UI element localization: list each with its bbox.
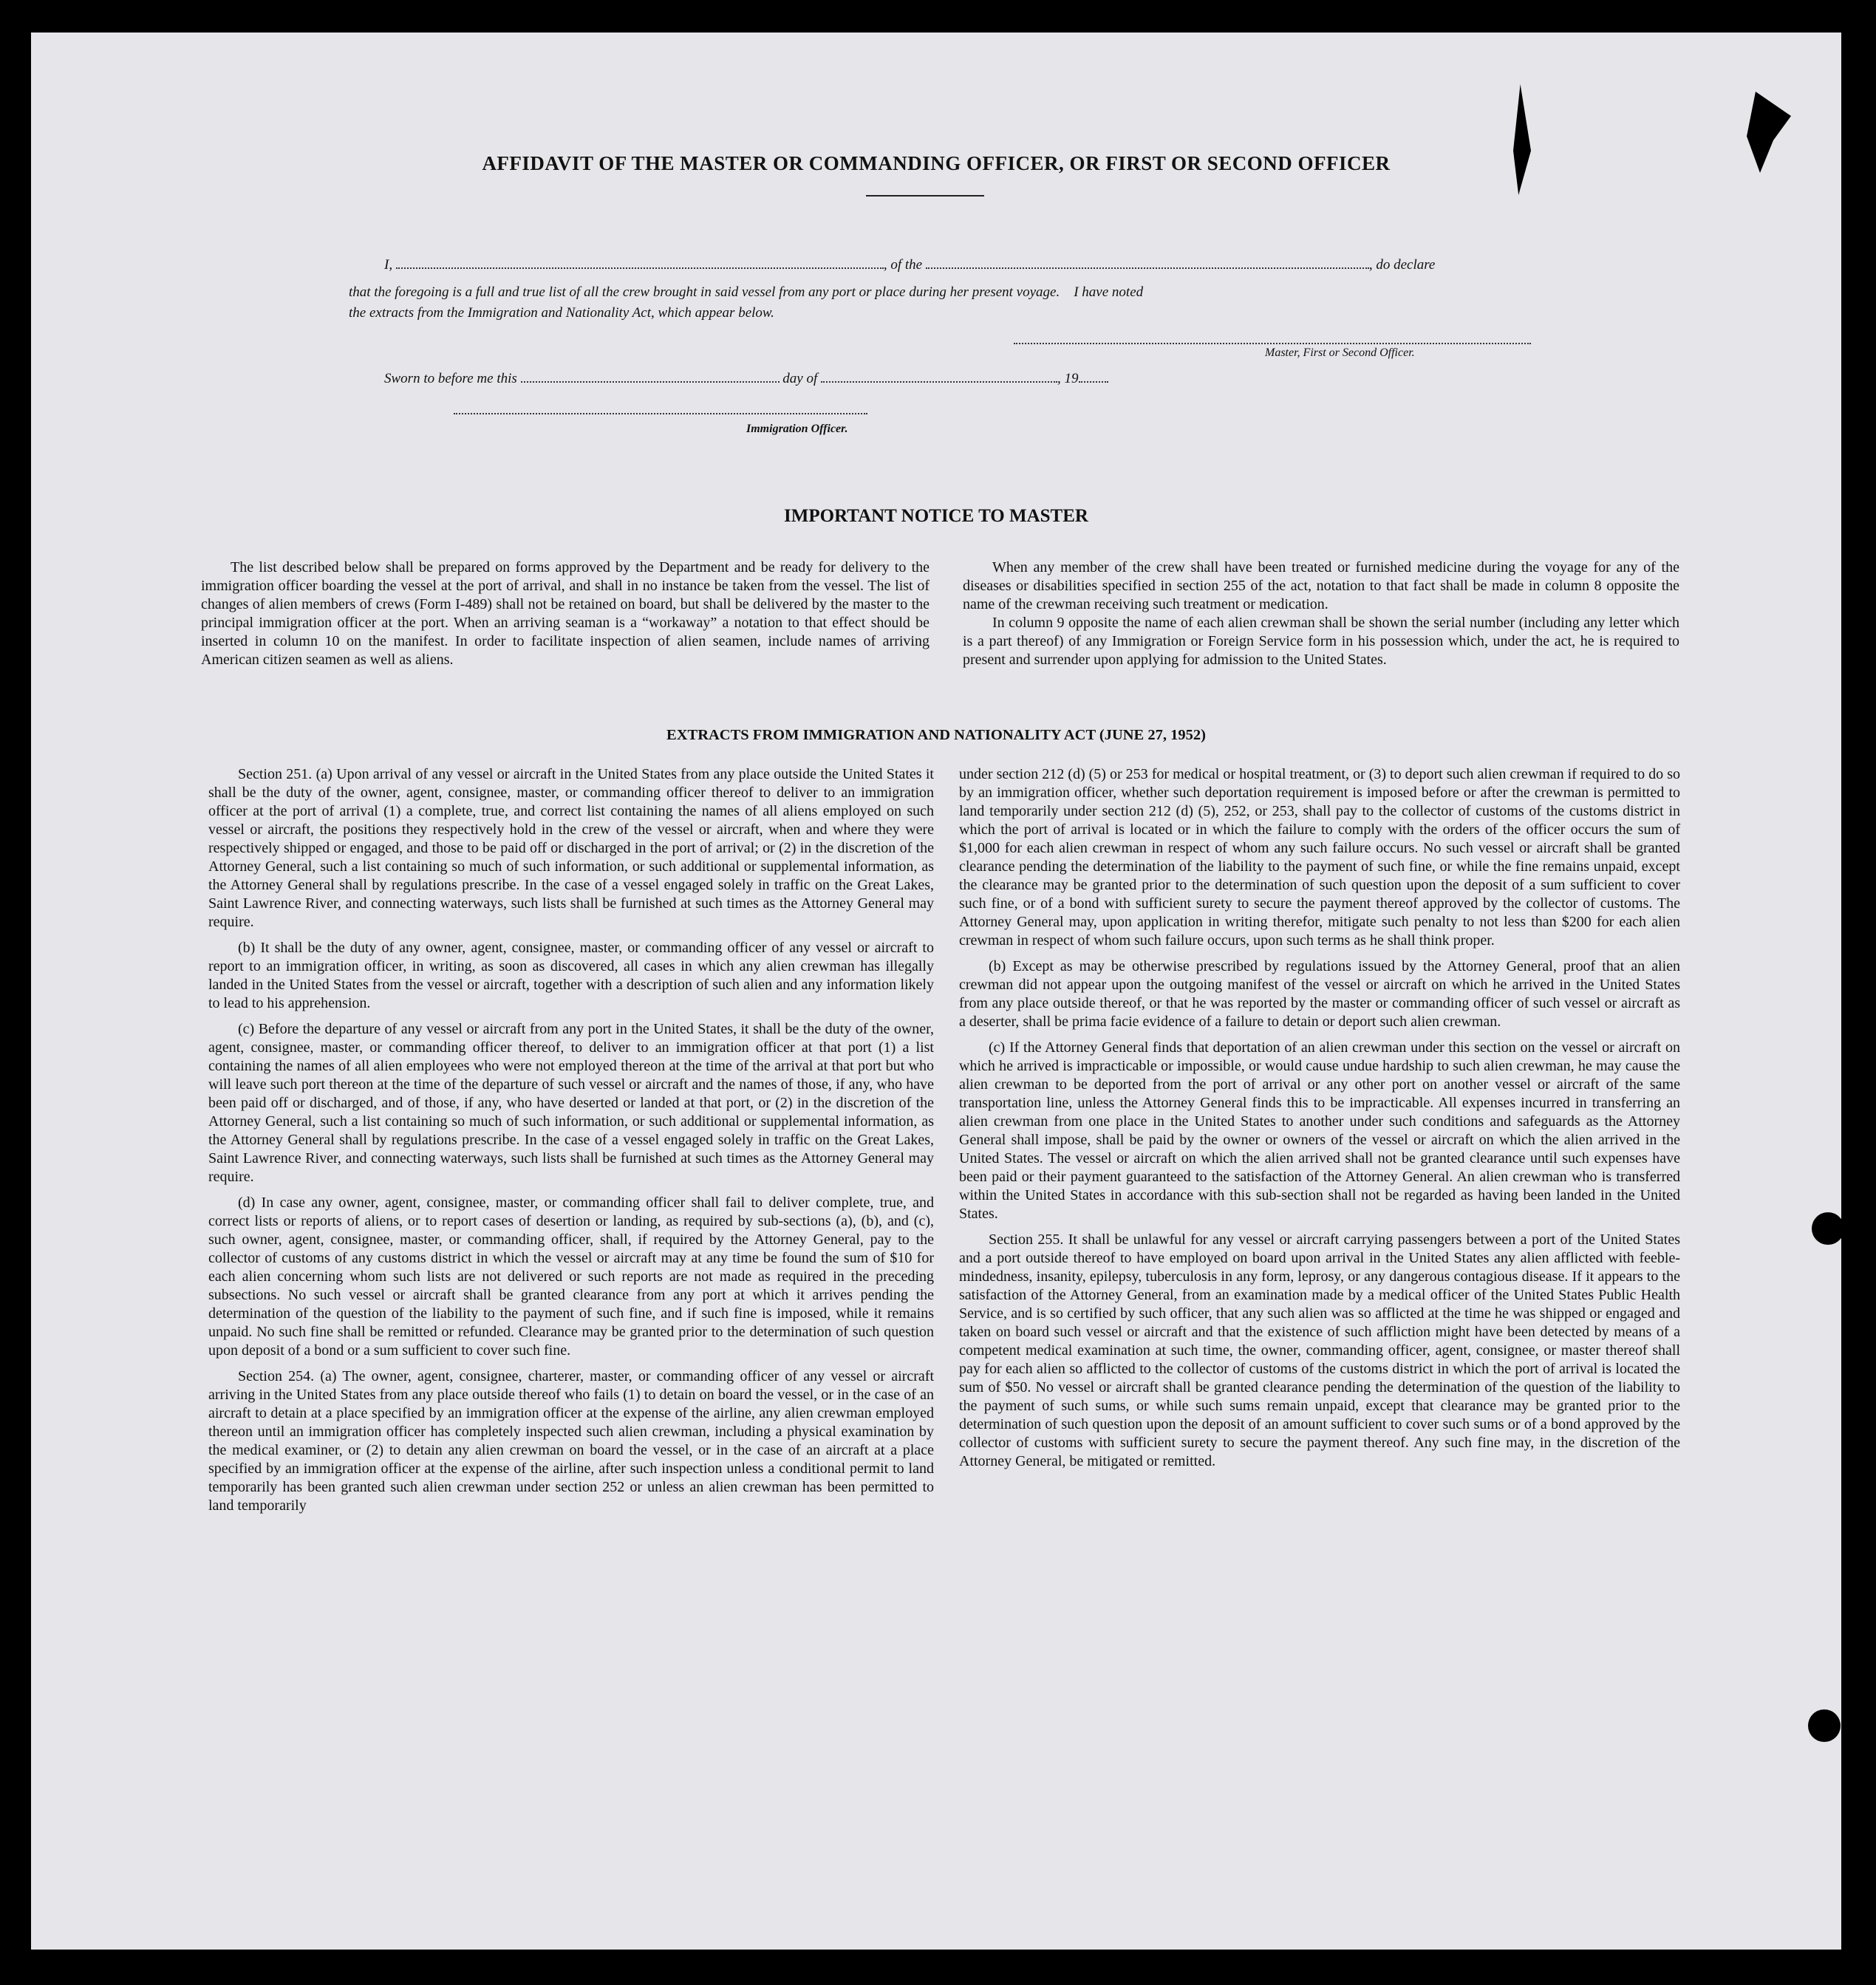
master-signature-label: Master, First or Second Officer. [1265,346,1415,359]
extracts-left-column [208,765,934,1523]
section-255: Section 255. It shall be unlawful for any vessel or aircraft carrying passengers between a port of the United States and a port outside thereof to have employed on board upon arrival in the United States any alien afflicted with feeble-mindedness, insanity, epilepsy, tuberculosis in any form, leprosy, or any dangerous contagious disease. If it appears to the satisfaction of the Attorney General, from an examination made by a medical officer of the United States Public Health Service, and is so certified by such officer, that any such alien was so afflicted at the time he was shipped or engaged and taken on board such vessel or aircraft and that the existence of such affliction might have been detected by means of a competent medical examination at such time, the owner, commanding officer, agent, consignee, or master thereof shall pay for each alien so afflicted to the collector of customs of the customs district in which the port of arrival is located the sum of $50. No vessel or aircraft shall be granted clearance pending the determination of the question of the liability to the payment of such sums, or while such sums remain unpaid, except that clearance may be granted prior to the determination of such question upon the deposit of an amount sufficient to cover such sums or of a bond approved by the collector of customs with sufficient surety to secure the payment thereof. Any such fine may, in the discretion of the Attorney General, be mitigated or remitted. [959,1231,1680,1469]
extracts-title: EXTRACTS FROM IMMIGRATION AND NATIONALITY ACT (JUNE 27, 1952) [666,727,1206,743]
affidavit-title: AFFIDAVIT OF THE MASTER OR COMMANDING OFFICER, OR FIRST OR SECOND OFFICER [482,152,1391,174]
notice-right-paragraph-2: In column 9 opposite the name of each alien crewman shall be shown the serial number (including any letter which is a part thereof) of any Immigration or Foreign Service form in his possession which, under the act, he is required to present and surrender upon applying for admission to the United States. [963,615,1679,668]
sworn-line [384,368,1271,387]
section-251-d: (d) In case any owner, agent, consignee, master, or commanding officer shall fail to deliver complete, true, and correct lists or reports of aliens, or to report cases of desertion or landing, as required by sub-sections (a), (b), and (c), such owner, agent, consignee, master, or commanding officer, shall, if required by the Attorney General, pay to the collector of customs of any customs district in which the vessel or aircraft may at any time be found the sum of $10 for each alien concerning whom such lists are not delivered or such reports are not made as required in the preceding subsections. No such vessel or aircraft shall be granted clearance from any port at which it arrives pending the determination of the question of the liability to the payment of such fine, and if such fine is imposed, while it remains unpaid. No such fine shall be remitted or refunded. Clearance may be granted prior to the determination of such question upon deposit of a bond or a sum sufficient to cover such fine. [208,1195,934,1359]
section-251-c: (c) Before the departure of any vessel or aircraft from any port in the United States, it shall be the duty of the owner, agent, consignee, master, or commanding officer thereof, to deliver to an immigration officer at that port (1) a list containing the names of all alien employees who were not employed thereon at the time of the arrival at that port but who will leave such port thereon at the time of the departure of such vessel or aircraft and the names of those, if any, who have been paid off or discharged, and of those, if any, who have deserted or landed at that port, or (2) in the discretion of the Attorney General, such a list containing so much of such information, or such additional or supplemental information, as the Attorney General shall by regulations prescribe. In the case of a vessel engaged solely in traffic on the Great Lakes, Saint Lawrence River, and connecting waterways, such lists shall be furnished at such times as the Attorney General may require. [208,1021,934,1185]
punch-hole-2 [1808,1709,1841,1742]
declarant-line [384,254,1544,273]
ink-mark-1 [1513,84,1531,195]
section-254-a-continued: under section 212 (d) (5) or 253 for medical or hospital treatment, or (3) to deport such alien crewman if required to do so by an immigration officer, whether such deportation requirement is imposed before or after the crewman is permitted to land temporarily under section 212 (d) (5), 252, or 253, shall pay to the collector of customs of the customs district in which the port of arrival is located or in which the failure to comply with the orders of the officer occurs the sum of $1,000 for each alien crewman in respect of whom any such failure occurs. No such vessel or aircraft shall be granted clearance pending the determination of the liability to the payment of such fine, or while the fine remains unpaid, except the clearance may be granted prior to the determination of such question upon the deposit of a sum sufficient to cover such fine, or of a bond with sufficient surety to secure the payment thereof approved by the collector of customs. The Attorney General may, upon application in writing therefor, mitigate such penalty to not less than $200 for each alien crewman in respect of whom such failure occurs, upon such terms as he shall think proper. [959,766,1680,949]
notice-right-paragraph-1: When any member of the crew shall have been treated or furnished medicine during the voyage for any of the diseases or disabilities specified in section 255 of the act, notation to that fact shall be made in column 8 opposite the name of the crewman receiving such treatment or medication. [963,559,1679,612]
sworn-year-field[interactable] [1079,368,1108,383]
section-254-b: (b) Except as may be otherwise prescribed by regulations issued by the Attorney General, proof that an alien crewman did not appear upon the outgoing manifest of the vessel or aircraft on which he arrived in the United States from any place outside thereof, or that he was reported by the master or commanding officer of such vessel or aircraft as a deserter, shall be prima facie evidence of a failure to detain or deport such alien crewman. [959,958,1680,1030]
title-rule [866,195,984,197]
extracts-right-column [959,765,1680,1478]
year-prefix: , 19 [1057,371,1079,386]
immigration-officer-signature-field[interactable] [454,413,867,414]
vessel-name-field[interactable] [926,254,1369,269]
declaration-line-1: that the foregoing is a full and true list of all the crew brought in said vessel from any port or place during her present voyage. I have noted [349,284,1144,300]
notice-left-paragraph: The list described below shall be prepared on forms approved by the Department and be ready for delivery to the immigration officer boarding the vessel at the port of arrival, and shall in no instance be taken from the vessel. The list of changes of alien members of crews (Form I-489) shall not be retained on board, but shall be delivered by the master to the principal immigration officer at the port. When an arriving seaman is a “workaway” a notation to that effect should be inserted in column 10 on the manifest. In order to facilitate inspection of alien seamen, include names of arriving American citizen seamen as well as aliens. [201,559,930,668]
i-label: I, [384,257,393,273]
sworn-label: Sworn to before me this [384,371,517,386]
day-of-label: day of [782,371,818,386]
declarant-name-field[interactable] [396,254,884,269]
punch-hole-1 [1812,1212,1841,1245]
sworn-month-field[interactable] [821,368,1057,383]
notice-title: IMPORTANT NOTICE TO MASTER [784,506,1088,526]
sworn-day-field[interactable] [521,368,780,383]
do-declare-label: , do declare [1368,257,1436,273]
notice-left-column [201,558,930,677]
section-251-b: (b) It shall be the duty of any owner, agent, consignee, master, or commanding officer of any vessel or aircraft to report to an immigration officer, in writing, as soon as discovered, all cases in which any alien crewman has illegally landed in the United States from the vessel or aircraft, together with a description of such alien and any information likely to lead to his apprehension. [208,940,934,1011]
document-page [31,33,1841,1950]
of-the-label: , of the [883,257,923,273]
master-signature-field[interactable] [1014,343,1531,344]
section-254-c: (c) If the Attorney General finds that deportation of an alien crewman under this section on the vessel or aircraft on which he arrived is impracticable or impossible, or would cause undue hardship to such alien crewman, he may cause the alien crewman to be deported from the port of arrival or any other port on another vessel or aircraft of the same transportation line, unless the Attorney General finds this to be impracticable. All expenses incurred in transferring an alien crewman from one place in the United States to another under such conditions and safeguards as the Attorney General shall impose, shall be paid by the owner or owners of the vessel or aircraft on which the alien arrived in the United States. The vessel or aircraft on which the alien arrived shall not be granted clearance until such expenses have been paid or their payment guaranteed to the satisfaction of the Attorney General. An alien crewman who is transferred within the United States in accordance with this sub-section shall not be regarded as having been landed in the United States. [959,1039,1680,1222]
declaration-line-2: the extracts from the Immigration and Nationality Act, which appear below. [349,305,774,321]
immigration-officer-label: Immigration Officer. [746,423,848,435]
section-251-a: Section 251. (a) Upon arrival of any vessel or aircraft in the United States from any place outside the United States it shall be the duty of the owner, agent, consignee, master, or commanding officer thereof to deliver to an immigration officer at the port of arrival (1) a complete, true, and correct list containing the names of all aliens employed on such vessel or aircraft, the positions they respectively hold in the crew of the vessel or aircraft, when and where they were respectively shipped or engaged, and those to be paid off or discharged in the port of arrival; or (2) in the discretion of the Attorney General, such a list containing so much of such information, or such additional or supplemental information, as the Attorney General shall by regulations prescribe. In the case of a vessel engaged solely in traffic on the Great Lakes, Saint Lawrence River, and connecting waterways, such lists shall be furnished at such times as the Attorney General may require. [208,766,934,930]
section-254-a: Section 254. (a) The owner, agent, consignee, charterer, master, or commanding officer of any vessel or aircraft arriving in the United States from any place outside thereof who fails (1) to detain on board the vessel, or in the case of an aircraft to detain at a place specified by an immigration officer at the expense of the airline, any alien crewman employed thereon until an immigration officer has completely inspected such alien crewman, including a physical examination by the medical examiner, or (2) to detain any alien crewman on board the vessel, or in the case of an aircraft at a place specified by an immigration officer at the expense of the airline, after such inspection unless a conditional permit to land temporarily has been granted such alien crewman under section 252 or unless an alien crewman has been permitted to land temporarily [208,1368,934,1514]
notice-right-column [963,558,1679,677]
